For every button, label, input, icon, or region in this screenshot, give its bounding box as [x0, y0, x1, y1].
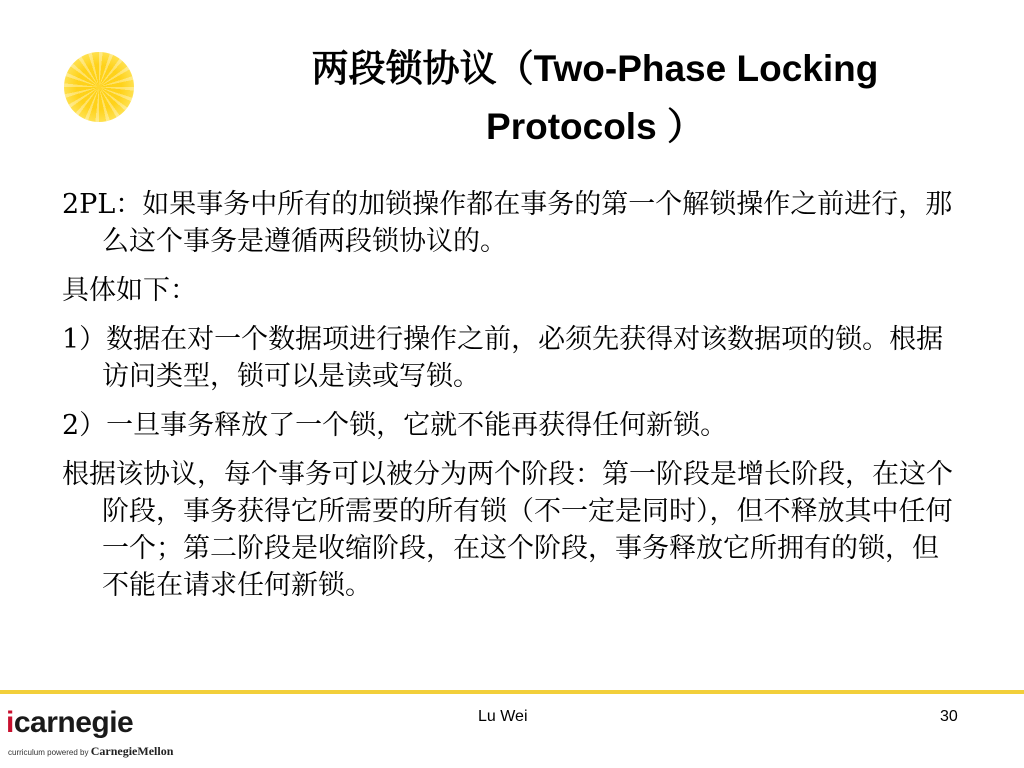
- slide-body: [62, 186, 957, 616]
- footer-divider: [0, 690, 1024, 694]
- page-number: 30: [940, 708, 958, 725]
- logo-wordmark: icarnegie: [6, 706, 134, 739]
- logo-tagline: curriculum powered by CarnegieMellon: [8, 744, 174, 758]
- paragraph-phases: 根据该协议，每个事务可以被分为两个阶段：第一阶段是增长阶段，在这个阶段，事务获得它所需要的所有锁（不一定是同时），但不释放其中任何一个；第二阶段是收缩阶段，在这个阶段，事务释放它所拥有的锁，但不能在请求任何新锁。: [62, 459, 953, 601]
- slide-title-line-2: Protocols ）: [486, 106, 704, 147]
- paragraph-details-heading: 具体如下：: [62, 275, 197, 306]
- slide-title-line-1: 两段锁协议（Two-Phase Locking: [311, 48, 879, 89]
- icarnegie-logo: [6, 706, 206, 762]
- paragraph-rule-1: 1）数据在对一个数据项进行操作之前，必须先获得对该数据项的锁。根据访问类型，锁可以是读或写锁。: [62, 324, 944, 392]
- paragraph-rule-2: 2）一旦事务释放了一个锁，它就不能再获得任何新锁。: [62, 410, 728, 441]
- sun-icon: [64, 52, 134, 122]
- slide-title: [180, 40, 1010, 156]
- footer-author: Lu Wei: [478, 708, 528, 725]
- paragraph-2pl-definition: 2PL：如果事务中所有的加锁操作都在事务的第一个解锁操作之前进行，那么这个事务是遵循两段锁协议的。: [62, 189, 953, 257]
